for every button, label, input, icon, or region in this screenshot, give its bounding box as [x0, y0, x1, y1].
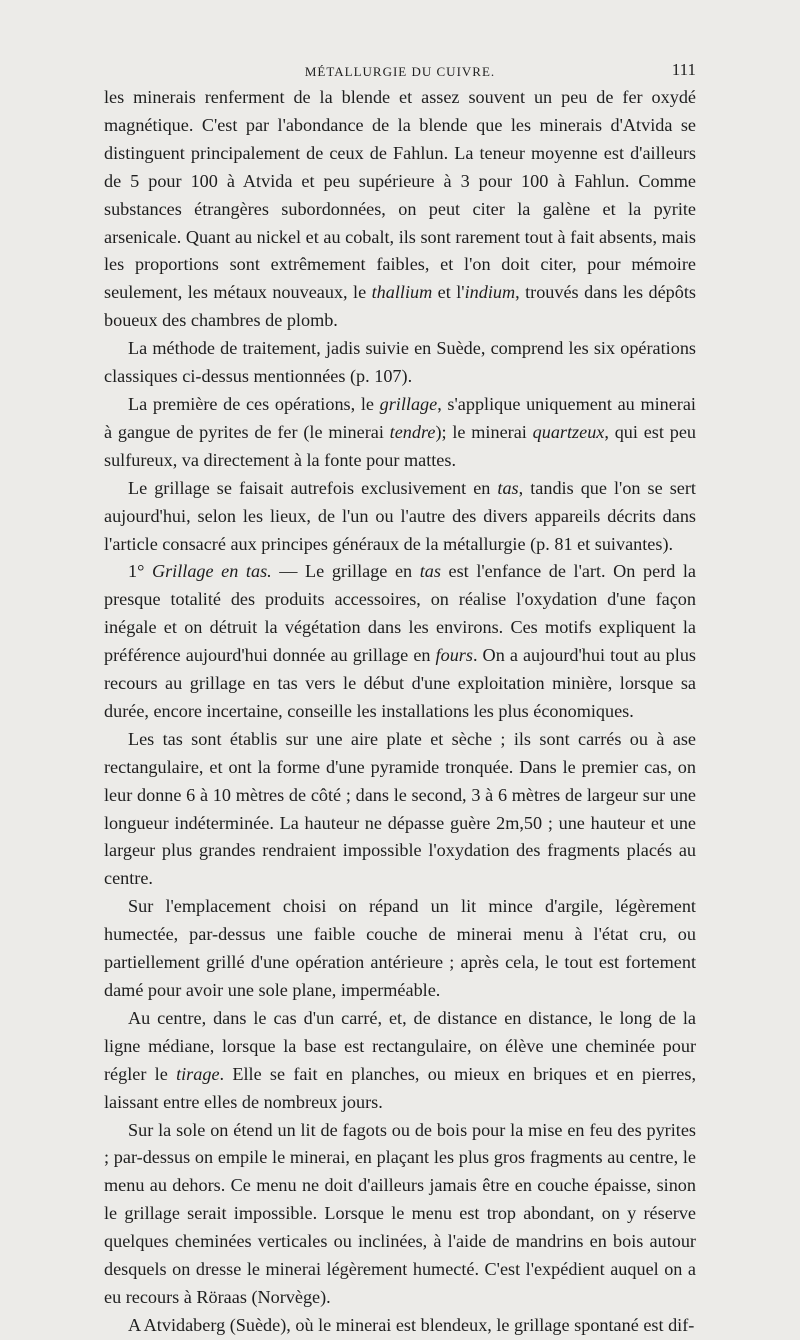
- text-run: les minerais renferment de la blende et assez souvent un peu de fer oxydé magnétique. C'est par l'abondance de la blende que les minerais d'Atvida se distinguent principalement de ceux de Fahlun. La teneur moyenne est d'ailleurs de 5 pour 100 à Atvida et peu supérieure à 3 pour 100 à Fahlun. Comme substances étrangères subordonnées, on peut citer la galène et la pyrite arsenicale. Quant au nickel et au cobalt, ils sont rarement tout à fait absents, mais les proportions sont extrêmement faibles, et l'on doit citer, pour mémoire seulement, les métaux nouveaux, le: [104, 87, 696, 303]
- text-run: La première de ces opérations, le: [128, 393, 380, 414]
- text-run: , trouvés dans les dépôts boueux des chambres de plomb.: [104, 282, 696, 331]
- text-run: , s'applique uniquement au minerai à gangue de pyrites de fer (le minerai: [104, 393, 696, 442]
- italic-run: grillage: [379, 393, 438, 414]
- italic-run: tas: [419, 561, 441, 582]
- text-run: Au centre, dans le cas d'un carré, et, de distance en distance, le long de la ligne médiane, lorsque la base est rectangulaire, on élève une cheminée pour régler le: [104, 1007, 696, 1084]
- text-run: est l'enfance de l'art. On perd la presque totalité des produits accessoires, on réalise l'oxydation d'une façon inégale et on détruit la végétation dans les environs. Ces motifs expliquent la préférence aujourd'hui donnée au grillage en: [104, 561, 696, 666]
- text-run: A Atvidaberg (Suède), où le minerai est blendeux, le grillage spontané est dif-: [128, 1314, 695, 1335]
- italic-run: indium: [464, 282, 516, 303]
- paragraph: [104, 475, 696, 559]
- text-run: 1°: [128, 561, 152, 582]
- text-run: Le grillage se faisait autrefois exclusivement en: [128, 477, 498, 498]
- paragraph: [104, 1312, 696, 1340]
- paragraph: [104, 1117, 696, 1312]
- page-number: 111: [671, 60, 696, 79]
- italic-run: tirage: [176, 1063, 220, 1084]
- italic-run: thallium: [371, 282, 433, 303]
- paragraph: [104, 558, 696, 725]
- text-run: Les tas sont établis sur une aire plate et sèche ; ils sont carrés ou à ase rectangulaire, et ont la forme d'une pyramide tronquée. Dans le premier cas, on leur donne 6 à 10 mètres de côté ; dans le second, 3 à 6 mètres de largeur sur une longueur indéterminée. La hauteur ne dépasse guère 2m,50 ; une hauteur et une largeur plus grandes rendraient impossible l'oxydation des fragments placés au centre.: [104, 728, 696, 889]
- paragraph: [104, 335, 696, 391]
- text-run: , tandis que l'on se sert aujourd'hui, selon les lieux, de l'un ou l'autre des divers appareils décrits dans l'article consacré aux principes généraux de la métallurgie (p. 81 et suivantes).: [104, 477, 696, 554]
- paragraph: [104, 726, 696, 893]
- italic-run: fours: [435, 645, 473, 666]
- text-run: La méthode de traitement, jadis suivie en Suède, comprend les six opérations classiques ci-dessus mentionnées (p. 107).: [104, 338, 696, 387]
- text-run: . On a aujourd'hui tout au plus recours au grillage en tas vers le début d'une exploitation minière, lorsque sa durée, encore incertaine, conseille les installations les plus économiques.: [104, 645, 696, 721]
- text-run: . Elle se fait en planches, ou mieux en briques et en pierres, laissant entre elles de nombreux jours.: [104, 1063, 696, 1112]
- italic-run: Grillage en tas.: [151, 561, 272, 582]
- italic-run: quartzeux: [532, 421, 605, 442]
- paragraph: [104, 893, 696, 1005]
- text-run: Sur la sole on étend un lit de fagots ou de bois pour la mise en feu des pyrites ; par-dessus on empile le minerai, en plaçant les plus gros fragments au centre, le menu au dehors. Ce menu ne doit d'ailleurs jamais être en couche épaisse, sinon le grillage serait impossible. Lorsque le menu est trop abondant, on y réserve quelques cheminées verticales ou inclinées, à l'aide de mandrins en bois autour desquels on dresse le minerai légèrement humecté. C'est l'expédient auquel on a eu recours à Röraas (Norvège).: [104, 1119, 696, 1307]
- paragraph: [104, 391, 696, 475]
- text-run: — Le grillage en: [271, 561, 420, 582]
- page-header: [104, 58, 696, 84]
- italic-run: tendre: [389, 421, 436, 442]
- text-run: , qui est peu sulfureux, va directement à la fonte pour mattes.: [104, 421, 696, 470]
- body-text: [104, 84, 696, 1340]
- paragraph: [104, 1005, 696, 1117]
- text-run: ); le minerai: [435, 421, 533, 442]
- text-run: et l': [432, 282, 465, 303]
- text-run: Sur l'emplacement choisi on répand un lit mince d'argile, légèrement humectée, par-dessus une faible couche de minerai menu à l'état cru, ou partiellement grillé d'une opération antérieure ; après cela, le tout est fortement damé pour avoir une sole plane, imperméable.: [104, 896, 696, 1000]
- running-title: MÉTALLURGIE DU CUIVRE.: [304, 64, 496, 79]
- italic-run: tas: [497, 477, 519, 498]
- paragraph: [104, 84, 696, 335]
